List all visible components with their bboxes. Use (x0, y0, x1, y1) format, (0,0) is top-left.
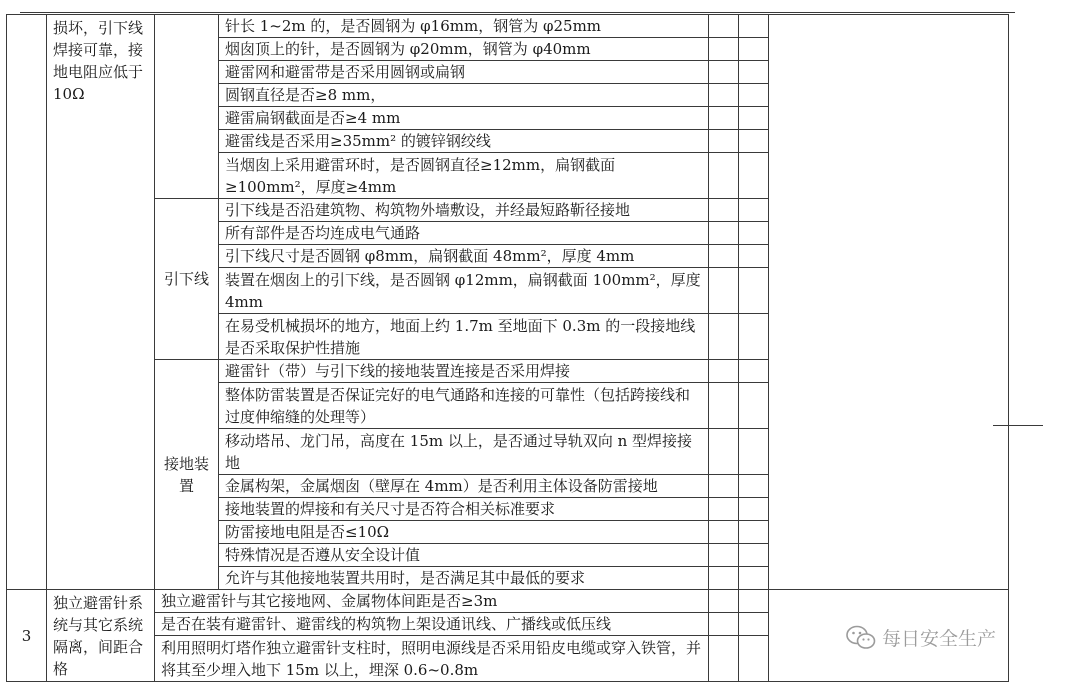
check-cell-b (739, 130, 769, 153)
check-cell-a (709, 360, 739, 383)
check-content: 在易受机械损坏的地方，地面上约 1.7m 至地面下 0.3m 的一段接地线是否采取保护性措施 (219, 314, 709, 360)
wechat-icon (846, 625, 876, 651)
check-cell-b (739, 429, 769, 475)
check-cell-a (709, 15, 739, 38)
check-cell-a (709, 245, 739, 268)
check-content: 移动塔吊、龙门吊，高度在 15m 以上，是否通过导轨双向 n 型焊接接地 (219, 429, 709, 475)
check-cell-b (739, 222, 769, 245)
row-index: 3 (7, 590, 47, 682)
check-cell-a (709, 314, 739, 360)
check-content: 引下线尺寸是否圆钢 φ8mm，扁钢截面 48mm²，厚度 4mm (219, 245, 709, 268)
table-row (7, 15, 1009, 38)
watermark-text: 每日安全生产 (882, 628, 997, 650)
check-cell-b (739, 107, 769, 130)
check-content: 避雷网和避雷带是否采用圆钢或扁钢 (219, 61, 709, 84)
check-cell-b (739, 521, 769, 544)
check-content: 装置在烟囱上的引下线，是否圆钢 φ12mm，扁钢截面 100mm²，厚度 4mm (219, 268, 709, 314)
check-cell-a (709, 107, 739, 130)
check-cell-b (739, 268, 769, 314)
check-cell-b (739, 360, 769, 383)
check-content: 接地装置的焊接和有关尺寸是否符合相关标准要求 (219, 498, 709, 521)
check-cell-b (739, 84, 769, 107)
check-cell-a (709, 567, 739, 590)
check-content: 针长 1~2m 的，是否圆钢为 φ16mm，钢管为 φ25mm (219, 15, 709, 38)
check-cell-a (709, 475, 739, 498)
check-cell-b (739, 245, 769, 268)
check-cell-b (739, 383, 769, 429)
check-cell-a (709, 590, 739, 613)
check-content: 整体防雷装置是否保证完好的电气通路和连接的可靠性（包括跨接线和过度伸缩缝的处理等） (219, 383, 709, 429)
check-content: 独立避雷针与其它接地网、金属物体间距是否≥3m (155, 590, 709, 613)
check-content: 允许与其他接地装置共用时，是否满足其中最低的要求 (219, 567, 709, 590)
table-row (7, 590, 1009, 613)
check-cell-b (739, 475, 769, 498)
check-cell-b (739, 153, 769, 199)
check-cell-a (709, 153, 739, 199)
check-cell-b (739, 613, 769, 636)
check-cell-a (709, 38, 739, 61)
sub-category (155, 15, 219, 199)
check-cell-b (739, 38, 769, 61)
sub-category: 引下线 (155, 199, 219, 360)
check-cell-b (739, 61, 769, 84)
check-cell-a (709, 544, 739, 567)
check-cell-a (709, 636, 739, 682)
check-cell-a (709, 130, 739, 153)
check-content: 烟囱顶上的针，是否圆钢为 φ20mm，钢管为 φ40mm (219, 38, 709, 61)
top-rule (20, 12, 1015, 13)
check-cell-a (709, 383, 739, 429)
row-index (7, 15, 47, 590)
sub-category: 接地装置 (155, 360, 219, 590)
inspection-table (6, 14, 1009, 682)
check-cell-a (709, 84, 739, 107)
check-content: 引下线是否沿建筑物、构筑物外墙敷设，并经最短路靳径接地 (219, 199, 709, 222)
check-content: 防雷接地电阻是否≤10Ω (219, 521, 709, 544)
check-cell-a (709, 429, 739, 475)
watermark (846, 624, 996, 651)
check-cell-a (709, 268, 739, 314)
check-content: 是否在装有避雷针、避雷线的构筑物上架设通讯线、广播线或低压线 (155, 613, 709, 636)
check-cell-a (709, 61, 739, 84)
check-item: 损坏，引下线焊接可靠，接地电阻应低于 10Ω (47, 15, 155, 590)
check-cell-b (739, 199, 769, 222)
check-cell-b (739, 498, 769, 521)
check-cell-a (709, 222, 739, 245)
side-rule (993, 425, 1043, 426)
check-content: 当烟囱上采用避雷环时，是否圆钢直径≥12mm，扁钢截面≥100mm²，厚度≥4mm (219, 153, 709, 199)
check-cell-b (739, 544, 769, 567)
check-cell-b (739, 590, 769, 613)
check-content: 利用照明灯塔作独立避雷针支柱时，照明电源线是否采用铅皮电缆或穿入铁管，并将其至少埋入地下 15m 以上，埋深 0.6~0.8m (155, 636, 709, 682)
check-content: 避雷扁钢截面是否≥4 mm (219, 107, 709, 130)
check-content: 避雷线是否采用≥35mm² 的镀锌钢绞线 (219, 130, 709, 153)
check-content: 特殊情况是否遵从安全设计值 (219, 544, 709, 567)
check-content: 所有部件是否均连成电气通路 (219, 222, 709, 245)
check-cell-b (739, 314, 769, 360)
check-cell-b (739, 15, 769, 38)
check-cell-a (709, 199, 739, 222)
check-content: 金属构架，金属烟囱（壁厚在 4mm）是否利用主体设备防雷接地 (219, 475, 709, 498)
inspection-table-body (7, 15, 1009, 682)
check-cell-b (739, 567, 769, 590)
check-content: 圆钢直径是否≥8 mm， (219, 84, 709, 107)
check-cell-a (709, 498, 739, 521)
check-item: 独立避雷针系统与其它系统隔离，间距合格 (47, 590, 155, 682)
check-content: 避雷针（带）与引下线的接地装置连接是否采用焊接 (219, 360, 709, 383)
check-cell-b (739, 636, 769, 682)
check-cell-a (709, 521, 739, 544)
check-cell-a (709, 613, 739, 636)
remark-cell (769, 15, 1009, 590)
